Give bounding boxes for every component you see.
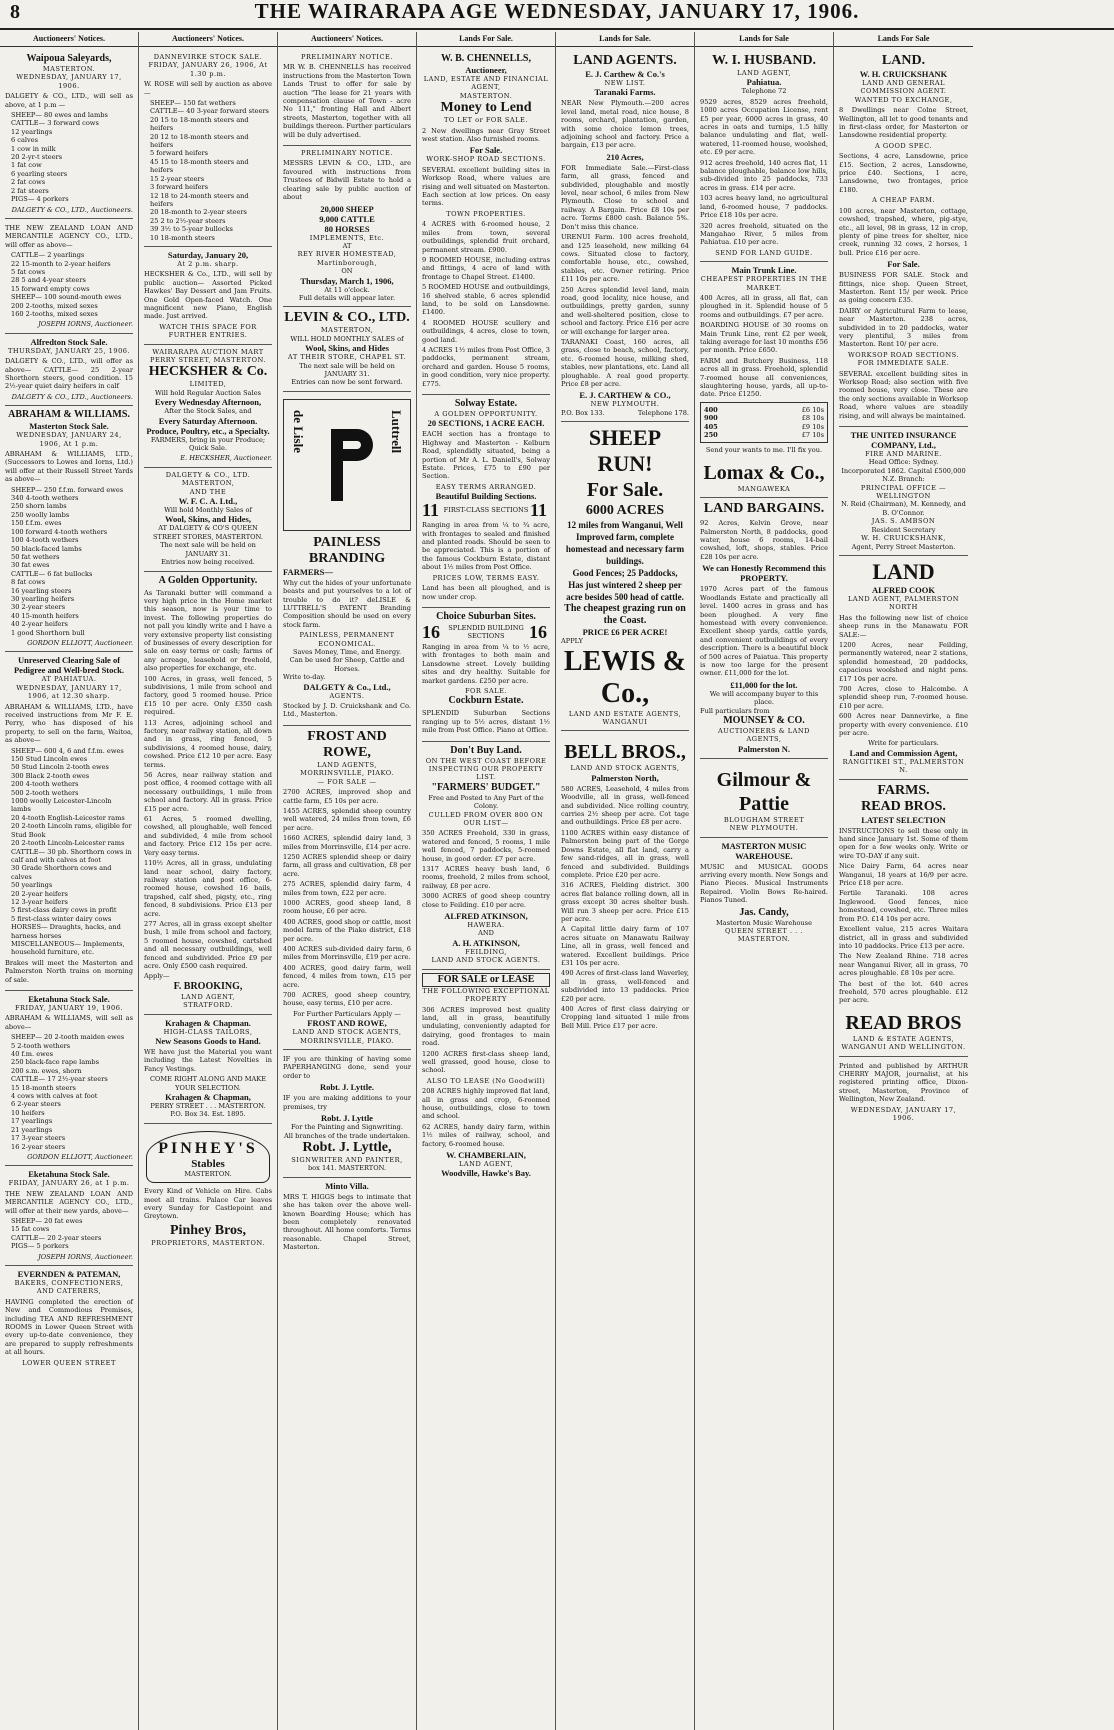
ad-dannevirke-stock-sale: DANNEVIRKE STOCK SALE. FRIDAY, JANUARY 26, 1906, At 1.30 p.m. W. ROSE will sell by auction as above— SHEEP— 150 fat wethers CATTLE— 40 3-year forward steers 20 15 to 18-month steers and heifers 20 12 to 18-month steers and heifers 5 forward heifers 45 15 to 18-month steers and heifers 15 2-year steers 3 forward heifers 12 18 to 24-month steers and heifers 20 18-month to 2-year steers 25 2 to 2½-year steers 39 3½ to 5-year bullocks 10 18-month steers bbox=[144, 50, 272, 247]
ad-minto-villa: Minto Villa. MRS T. HIGGS begs to intimate that she has taken over the above well-known Boarding House; which has been completely renovated throughout. All home comforts. Terms reasonable. Chapel Street, Masterton. bbox=[283, 1180, 411, 1252]
lomax-brand: Lomax & Co., bbox=[703, 461, 825, 484]
ad-bell-bros: BELL BROS., LAND AND STOCK AGENTS, Palmerston North, 580 ACRES, Leasehold, 4 miles from Woodville, all in grass, well-fenced and subdivided. Nice rolling country, carries 2½ sheep per acre. Cot tage and outbuildings. Price £8 per acre. 1100 ACRES within easy distance of Palmerston being part of the Gorge Downs Estate, all flat land, carry a few sand-ridges, all in grass, well fenced and subdivided. Buildings complete. Price £20 per acre. 316 ACRES, Fielding district. 300 acres flat balance rolling down, all in grass except 30 acres shelter bush. Will run 3 sheep per acre. Price £15 per acre. A Capital little dairy farm of 107 acres situate on Manawatu Railway Line, all in grass, well fenced and watered. Excellent buildings. Price £31 10s per acre. 490 Acres of first-class land Waverley, all in grass, well-fenced and subdivided into 13 paddocks. Price £20 per acre. 400 Acres of first class dairying or Cropping land situated 1 mile from Bell Mill. Price £17 per acre. bbox=[561, 741, 689, 1030]
ad-alfredton-stock-sale: Alfredton Stock Sale. THURSDAY, JANUARY 25, 1906. DALGETY & CO., LTD., will offer as above— CATTLE— 25 2-year Shorthorn steers, good condition. 15 2½-year quiet dairy heifers in calf DALGETY & CO., LTD., Auctioneers. bbox=[5, 334, 133, 406]
hecksher-brand: HECKSHER & Co. bbox=[148, 364, 268, 380]
column-header: Auctioneers' Notices. bbox=[0, 32, 138, 47]
ad-nz-loan-mercantile: THE NEW ZEALAND LOAN AND MERCANTILE AGENCY CO., LTD., will offer as above— CATTLE— 2 yearlings 22 15-month to 2-year heifers 5 fat cows 28 5 and 4-year steers 15 forward empty cows SHEEP— 100 sound-mouth ewes 200 2-tooths, mixed sexes 160 2-tooths, mixed sexes JOSEPH IORNS, Auctioneer. bbox=[5, 219, 133, 334]
ad-levin-co: LEVIN & CO., LTD. MASTERTON, WILL HOLD MONTHLY SALES of Wool, Skins, and Hides AT THEIR STORE, CHAPEL ST. The next sale will be held on JANUARY 31. Entries can now be sent forward. bbox=[283, 307, 411, 391]
column-7 bbox=[834, 32, 973, 1730]
ad-saturday-sale: Saturday, January 20, At 2 p.m. sharp. HECKSHER & Co., LTD., will sell by public auction— Assorted Picked Hawkes' Bay Dessert and Jam Fruits. One Gold Open-faced Watch. One magnificent new Piano, English made. Just arrived. WATCH THIS SPACE FOR FURTHER ENTRIES. bbox=[144, 247, 272, 345]
ad-title: Waipoua Saleyards, bbox=[26, 53, 112, 64]
column-1 bbox=[0, 32, 139, 1730]
branding-mark-icon bbox=[317, 425, 377, 505]
column-header: Lands For Sale. bbox=[417, 32, 555, 47]
masthead bbox=[0, 0, 1114, 30]
sheep-run-title: SHEEP RUN! bbox=[588, 425, 662, 477]
ad-main-trunk-line: Main Trunk Line. CHEAPEST PROPERTIES IN THE MARKET. 400 Acres, all in grass, all flat, can ploughed in it. Splendid house of 5 rooms and outbuildings. £7 per acre. BOARDING HOUSE of 30 rooms on Main Trunk Line, rent £2 per week, taking average for last 10 months £56 per month. Price £650. FARM and Butchery Business, 118 acres all in grass. Freehold, splendid 7-roomed house all conveniences, slaughtering house, yards, all up-to-date. Price £1250. 400 £6 10s 900 £8 10s 405 £9 10s 250 £7 10s Send your wants to me. I'll fix you. Lomax & Co., MANGAWEKA bbox=[700, 262, 828, 498]
ad-wairarapa-auction-mart: WAIRARAPA AUCTION MART PERRY STREET, MASTERTON. HECKSHER & Co. LIMITED, Will hold Regular Auction Sales Every Wednesday Afternoon, After the Stock Sales, and Every Saturday Afternoon. Produce, Poultry, etc., a Specialty. FARMERS, bring in your Produce; Quick Sale. E. HECKSHER, Auctioneer. bbox=[144, 345, 272, 468]
column-header: Lands for Sale bbox=[695, 32, 833, 47]
column-6 bbox=[695, 32, 834, 1730]
ad-gilmour-pattie: Gilmour & Pattie BLOUGHAM STREET NEW PLYMOUTH. bbox=[700, 759, 828, 838]
column-header: Auctioneers' Notices. bbox=[278, 32, 416, 47]
lewis-co-brand: LEWIS & Co., bbox=[563, 645, 687, 709]
ad-golden-opportunity: A Golden Opportunity. As Taranaki butter will command a very high price in the Home market this season, now is your time to invest. The following properties do not pall you kindly write and I have a very extensive property list consisting of businesses of every description for sale on easy terms or cash; farms of any acreage, leasehold or freehold, also properties for exchange, etc. 100 Acres, in grass, well fenced, 5 subdivisions, 1 mile from school and factory, good 5 roomed house. Price £15 10 per acre. Only £350 cash required. 113 Acres, adjoining school and factory, near railway station, all down and in grass, ring fenced, 5 subdivisions, 4 roomed house, dairy, cowshed. Price £12 10 per acre. Easy terms. 56 Acres, near railway station and post office, 4 roomed cottage with all necessary outbuildings, 1 mile from school and factory. All in grass. Price £15 per acre. 61 Acres, 5 roomed dwelling, cowshed, all ploughable, well fenced and subdivided, 4 mile from school and factory. Price £12 15s per acre. Very easy terms. 110½ Acres, all in grass, undulating land near school, dairy factory, railway station and post office, 6-roomed house, cowshed 16 bails, trapshed, calf shed, pigsty, etc., ring fenced, 8 subdivisions. Price £13 per acre. 277 Acres, all in grass except shelter bush, 1 mile from school and factory, 5 roomed house, cowshed, cartshed and all necessary outbuildings, well fenced and subdivided. Price £9 per acre. Only £500 cash required. Apply— F. BROOKING, LAND AGENT, STRATFORD. bbox=[144, 572, 272, 1015]
ad-for-sale-or-lease: FOR SALE or LEASE THE FOLLOWING EXCEPTIONAL PROPERTY 306 ACRES improved best quality land, all in grass, beautifully undulating, conveniently adapted for dairying, good frontages to main road. 1200 ACRES first-class sheep land, well grassed, good house, close to school. ALSO TO LEASE (No Goodwill) 208 ACRES highly improved flat land, all in grass and crop, 6-roomed house, outbuildings, close to town and school. 62 ACRES, handy dairy farm, within 1½ miles of railway, school, and factory, 6-roomed house. W. CHAMBERLAIN, LAND AGENT, Woodville, Hawke's Bay. bbox=[422, 973, 550, 1179]
ad-dalgety-wool-sales: DALGETY & CO., LTD. MASTERTON, AND THE W. F. C. A. Ltd., Will hold Monthly Sales of Wool, Skins, and Hides, AT DALGETY & CO'S QUEEN STREET STORES, MASTERTON. The next sale will be held on JANUARY 31. Entries now being received. bbox=[144, 468, 272, 572]
ad-evernden-pateman: EVERNDEN & PATEMAN, BAKERS, CONFECTIONERS, AND CATERERS, HAVING completed the erection of New and Commodious Premises, including TEA AND REFRESHMENT ROOMS in Lower Queen Street with every up-to-date convenience, they are prepared to supply refreshments at all hours. LOWER QUEEN STREET bbox=[5, 1268, 133, 1367]
ad-land-bargains: LAND BARGAINS. 92 Acres, Kelvin Grove, near Palmerston North, 8 paddocks, good water, house 6 rooms, 14-bail cowshed, loft, shops, stables. Price £28 10s per acre. We can Honestly Recommend this PROPERTY. 1970 Acres part of the famous Woodlands Estate and practically all level. 1400 acres in grass and has been ploughed. A very fine homestead with every convenience. Excellent sheep yards, cattle yards, and convenient outbuildings of every description. There is a beautiful block of 500 acres of Paiatua. This property is now too large for the present owner. £11,000 for the lot. £11,000 for the lot. We will accompany buyer to this place. Full particulars from MOUNSEY & CO. AUCTIONEERS & LAND AGENTS, Palmerston N. bbox=[700, 498, 828, 759]
branding-logo: de Lisle Luttrell bbox=[283, 399, 411, 531]
ad-abraham-williams-masterton: ABRAHAM & WILLIAMS. Masterton Stock Sale. WEDNESDAY, JANUARY 24, 1906, At 1 p.m. ABRAHAM & WILLIAMS, LTD., (Successors to Lowes and Iorns, Ltd.) will offer at their Russell Street Yards as above— SHEEP— 250 f.f.m. forward ewes 340 4-tooth wethers 250 shorn lambs 250 woolly lambs 150 f.f.m. ewes 100 forward 4-tooth wethers 100 4-tooth wethers 50 black-faced lambs 50 fat wethers 30 fat ewes CATTLE— 6 fat bullocks 8 fat cows 16 yearling steers 30 yearling heifers 30 2-year steers 40 15-month heifers 40 2-year heifers 1 good Shorthorn bull GORDON ELLIOTT, Auctioneer. bbox=[5, 406, 133, 652]
ad-solway-estate: Solway Estate. A GOLDEN OPPORTUNITY. 20 SECTIONS, 1 ACRE EACH. EACH section has a frontage to Highway and Masterton - Kelburn Road, splendidly situated, being a portion of Mr A. L. Daniell's, Solway Estate. Prices, £75 to £90 per Section. EASY TERMS ARRANGED. Beautiful Building Sections. 11 FIRST-CLASS SECTIONS 11 Ranging in area from ¼ to ¾ acre, with frontages to sealed and finished and planted roads. Should be seen to be appreciated. This is a portion of the famous Cockburn Estate, distant about 1½ miles from Post Office. PRICES LOW, TERMS EASY. Land has been all ploughed, and is now under crop. bbox=[422, 395, 550, 608]
pinhey-stables-logo: PINHEY'S Stables MASTERTON. bbox=[146, 1131, 270, 1183]
page-number: 8 bbox=[10, 1, 20, 23]
ad-robt-lyttle: IF you are thinking of having some PAPERHANGING done, send your order to Robt. J. Lyttle. IF you are making additions to your premises, try Robt. J. Lyttle For the Painting and Signwriting. All branches of the trade undertaken. Robt. J. Lyttle, SIGNWRITER AND PAINTER, box 141. MASTERTON. bbox=[283, 1050, 411, 1178]
ad-waipoua-saleyards: Waipoua Saleyards, MASTERTON. WEDNESDAY, JANUARY 17, 1906. DALGETY & CO., LTD., will sell as above, at 1 p.m — SHEEP— 80 ewes and lambs CATTLE— 3 forward cows 12 yearlings 6 calves 1 cow in milk 20 2-yr-t steers 1 fat cow 6 yearling steers 2 fat cows 2 fat steers PIGS— 4 porkers DALGETY & CO., LTD., Auctioneers. bbox=[5, 50, 133, 219]
ad-dont-buy-land: Don't Buy Land. ON THE WEST COAST BEFORE INSPECTING OUR PROPERTY LIST. "FARMERS' BUDGET." Free and Posted to Any Part of the Colony. CULLED FROM OVER 800 ON OUR LIST— 350 ACRES Freehold, 330 in grass, watered and fenced, 5 rooms, 1 mile well fenced, 7 paddocks, 5-roomed house, in good order. £7 per acre. 1317 ACRES heavy bush land, 6 rooms, freehold, 2 miles from school, railway, £8 per acre. 3000 ACRES of good sheep country close to Feilding. £10 per acre. ALFRED ATKINSON, HAWERA. AND A. H. ATKINSON, FEILDING, LAND AND STOCK AGENTS. bbox=[422, 742, 550, 970]
ad-carthew-land-agents: LAND AGENTS. E. J. Carthew & Co.'s NEW LIST. Taranaki Farms. NEAR New Plymouth.—200 acres level land, metal road, nice house, 8 rooms, orchard, plantation, garden, with some choice lemon trees, adjoining school and factory. Price a bargain, £13 per acre. 210 Acres, FOR Immediate Sale.—First-class farm, all grass, fenced and subdivided, ploughable and mostly level, near school, 6 miles from New Plymouth. Close to school and railway. A Bargain. Price £8 10s per acre. Terms £800 cash. Balance 5%. Don't miss this chance. URENUI Farm. 100 acres freehold, and 125 leasehold, new milking 64 cows. Situated close to factory, comfortable house, etc., cowshed, stables, etc. Owner retiring. Price £11 10s per acre. 250 Acres splendid level land, main road, good locality, nice house, and outbuildings, pretty garden, sunny and well-sheltered position, close to school and factory. Price £16 per acre or will exchange for larger area. TARANAKI Coast, 160 acres, all grass, close to beach, school, factory, etc. 6-roomed house, milking shed, stables, new plantations, etc. Land all ploughable. A real good property. Price £8 per acre. E. J. CARTHEW & CO., NEW PLYMOUTH. P.O. Box 133. Telephone 178. bbox=[561, 50, 689, 422]
imprint: Printed and published by ARTHUR CHERRY MAJOR, journalist, at his registered printing office, Dixon-street, Masterton, Province of Wellington, New Zealand. WEDNESDAY, JANUARY 17, 1906. bbox=[839, 1061, 968, 1122]
ad-krahagen-chapman: Krahagen & Chapman. HIGH-CLASS TAILORS, New Seasons Goods to Hand. WE have just the Material you want including the Latest Novelties in Fancy Vestings. COME RIGHT ALONG AND MAKE YOUR SELECTION. Krahagen & Chapman, PERRY STREET . . . MASTERTON. P.O. Box 34. Est. 1895. bbox=[144, 1015, 272, 1124]
price-list: 400 £6 10s 900 £8 10s 405 £9 10s 250 £7 10s bbox=[700, 402, 828, 444]
ad-frost-rowe: FROST AND ROWE, LAND AGENTS, MORRINSVILLE, PIAKO. — FOR SALE — 2700 ACRES, improved shop and cattle farm, £5 10s per acre. 1455 ACRES, splendid sheep country well watered, 24 miles from town, £6 per acre. 1660 ACRES, splendid dairy land, 3 miles from Morrinsville, £14 per acre. 1250 ACRES splendid sheep or dairy farm, all grass and cultivation, £8 per acre. 275 ACRES, splendid dairy farm, 4 miles from town, £22 per acre. 1000 ACRES, good sheep land, 8 room house, £6 per acre. 400 ACRES, good shop or cattle, most model farm of the Piako district, £18 per acre. 400 ACRES sub-divided dairy farm, 6 miles from Morrinsville, £19 per acre. 400 ACRES, good dairy farm, well fenced, 4 miles from town, £15 per acre. 700 ACRES, good sheep country, house, easy terms, £10 per acre. For Further Particulars Apply — FROST AND ROWE, LAND AND STOCK AGENTS, MORRINSVILLE, PIAKO. bbox=[283, 726, 411, 1050]
ad-preliminary-notice-1: PRELIMINARY NOTICE. MR W. B. CHENNELLS has received instructions from the Masterton Town Lands Trust to offer for sale by auction "The lease for 21 years with compensation clause of Town - acre No 111," fronting Hall and Albert streets, Masterton, together with all buildings thereon. Further particulars will be duly advertised. bbox=[283, 50, 411, 146]
column-2 bbox=[139, 32, 278, 1730]
ad-sheep-run: SHEEP RUN! For Sale. 6000 ACRES 12 miles from Wanganui, Well Improved farm, complete homestead and necessary farm buildings. Good Fences; 25 Paddocks, Has just wintered 2 sheep per acre besides 500 head of cattle. The cheapest grazing run on the Coast. PRICE £6 PER ACRE! APPLY LEWIS & Co., LAND AND ESTATE AGENTS, WANGANUI bbox=[561, 422, 689, 731]
ad-eketahuna-stock-sale-2: Eketahuna Stock Sale. FRIDAY, JANUARY 26, at 1 p.m. THE NEW ZEALAND LOAN AND MERCANTILE AGENCY CO., LTD., will offer at their new yards, above— SHEEP— 20 fat ewes 15 fat cows CATTLE— 20 2-year steers PIGS— 5 porkers JOSEPH IORNS, Auctioneer. bbox=[5, 1166, 133, 1266]
column-4 bbox=[417, 32, 556, 1730]
ad-united-insurance: THE UNITED INSURANCE COMPANY, Ltd., FIRE AND MARINE. Head Office: Sydney. Incorporated 1862. Capital £500,000 N.Z. Branch: PRINCIPAL OFFICE — WELLINGTON N. Reid (Chairman), M. Kennedy, and B. O'Connor. JAS. S. AMBSON Resident Secretary W. H. CRUICKSHANK, Agent, Perry Street Masterton. bbox=[839, 427, 968, 556]
column-header: Auctioneers' Notices. bbox=[139, 32, 277, 47]
ad-music-warehouse: MASTERTON MUSIC WAREHOUSE. MUSIC and MUSICAL GOODS arriving every month. New Songs and Piano Pieces. Musical Instruments Repaired. Violin Bows Re-haired. Pianos Tuned. Jas. Candy, Masterton Music Warehouse QUEEN STREET . . . MASTERTON. bbox=[700, 840, 828, 944]
ad-pinhey-stables: PINHEY'S Stables MASTERTON. Every Kind of Vehicle on Hire. Cabs meet all trains. Palace Car leaves every Sunday for Castlepoint and Greytown. Pinhey Bros, PROPRIETORS, MASTERTON. bbox=[144, 1124, 272, 1251]
ad-choice-suburban-sites: Choice Suburban Sites. 16 SPLENDID BUILDING SECTIONS 16 Ranging in area from ¼ to ½ acre, with frontages to both main and Lansdowne street. Lovely building sites and dry healthy. Suitable for market gardens. £250 per acre. FOR SALE. Cockburn Estate. SPLENDID Suburban Sections ranging up to 5½ acres, distant 1½ mile from Post Office. Piano at Office. bbox=[422, 608, 550, 742]
ad-preliminary-notice-2: PRELIMINARY NOTICE. MESSRS LEVIN & CO., LTD., are favoured with instructions from Trustees of Bidwill Estate to hold a clearing sale by public auction of about 20,000 SHEEP 9,000 CATTLE 80 HORSES IMPLEMENTS, Etc. AT REY RIVER HOMESTEAD, Martinborough, ON Thursday, March 1, 1906, At 11 o'clock. Full details will appear later. bbox=[283, 146, 411, 307]
columns bbox=[0, 32, 1114, 1730]
ad-painless-branding: de Lisle Luttrell PAINLESS BRANDING FARMERS— Why cut the hides of your unfortunate beasts and put yourselves to a lot of trouble to do it? deLISLE & LUTTRELL'S PATENT Branding Composition should be used on every stock farm. PAINLESS, PERMANENT ECONOMICAL. Saves Money, Time, and Energy. Can be used for Sheep, Cattle and Horses. Write to-day. DALGETY & Co., Ltd., AGENTS. Stocked by J. D. Cruickshank and Co. Ltd., Masterton. bbox=[283, 392, 411, 726]
masthead-title: THE WAIRARAPA AGE WEDNESDAY, JANUARY 17, 1906. bbox=[254, 0, 860, 23]
column-header: Lands For Sale bbox=[834, 32, 973, 47]
ad-eketahuna-stock-sale-1: Eketahuna Stock Sale. FRIDAY, JANUARY 19, 1906. ABRAHAM & WILLIAMS, will sell as above— SHEEP— 20 2-tooth maiden ewes 5 2-tooth wethers 40 f.m. ewes 250 black-face rape lambs 200 s.m. ewes, shorn CATTLE— 17 2½-year steers 15 18-month steers 4 cows with calves at foot 6 2-year steers 10 heifers 17 yearlings 21 yearlings 17 3-year steers 16 2-year steers GORDON ELLIOTT, Auctioneer. bbox=[5, 991, 133, 1166]
column-5 bbox=[556, 32, 695, 1730]
ad-read-bros: FARMS. READ BROS. LATEST SELECTION INSTRUCTIONS to sell these only in hand since January 1st. Some of them open for a few weeks only. Write or wire TO-DAY if any suit. Nice Dairy Farm, 64 acres near Wanganui, 18 years at 16/9 per acre. Price £18 per acre. Fertile Taranaki. 108 acres Inglewood. Good fences, nice homestead, cowshed, etc. Three miles from P.O. £14 10s per acre. Excellent value, 215 acres Waitara district, all in grass and subdivided into 10 paddocks. Price £13 per acre. The New Zealand Rhine. 718 acres near Wanganui River, all in grass, 70 acres ploughable. £8 10s per acre. The best of the lot. 640 acres freehold, 570 acres ploughable. £12 per acre. READ BROS LAND & ESTATE AGENTS, WANGANUI AND WELLINGTON. bbox=[839, 780, 968, 1057]
ad-chennells: W. B. CHENNELLS, Auctioneer, LAND, ESTATE AND FINANCIAL AGENT, MASTERTON. Money to Lend TO LET or FOR SALE. 2 New dwellings near Gray Street west station. Also furnished rooms. For Sale. WORK-SHOP ROAD SECTIONS. SEVERAL excellent building sites in Worksop Road, where values are rising and well situated on Masterton. Each section at low prices. On easy terms. TOWN PROPERTIES. 4 ACRES with 6-roomed house, 2 miles from town, several outbuildings, splendid fruit orchard, permanent stream. £900. 9 ROOMED HOUSE, including extras and fittings, 4 acre of land with frontage to Chapel Street. £1400. 5 ROOMED HOUSE and outbuildings, 16 shelved stable, 6 acres splendid land, to be sold on Lansdowne. £1400. 4 ROOMED HOUSE scullery and outbuildings, 4 acres, close to town, good land. 4 ACRES 1½ miles from Post Office, 3 paddocks, permanent stream, orchard and garden. House 5 rooms, in good condition, very nice property. £775. bbox=[422, 50, 550, 395]
ad-alfred-cook: LAND ALFRED COOK LAND AGENT, PALMERSTON NORTH Has the following new list of choice sheep runs in the Manawatu FOR SALE:— 1200 Acres, near Feilding, permanently watered, near 2 stations, splendid homestead, 20 paddocks, capacious woolshed and night pens. £17 10s per acre. 700 Acres, close to Halcombe. A splendid sheep run, 7-roomed house. £10 per acre. 600 Acres near Dannevirke, a fine property with every convenience. £10 per acre. Write for particulars. Land and Commission Agent, RANGITIKEI ST., PALMERSTON N. bbox=[839, 556, 968, 780]
ad-husband-land-agent: W. I. HUSBAND. LAND AGENT, Pahiatua. Telephone 72 9529 acres, 8529 acres freehold, 1000 acres Occupation License, rent £5 per year, 6000 acres in grass, 40 acres in oats and turnips, 1.5 hilly balance undulating and flat, well-watered, 11-roomed house, woolshed, etc. £9 per acre. 912 acres freehold, 140 acres flat, 11 balance ploughable, balance low hills, sub-divided into 25 paddocks, 733 acres in grass. £14 per acre. 103 acres heavy land, no agricultural land, 6-roomed house, 7 paddocks. Price £18 10s per acre. 320 acres freehold, situated on the Mangahao River, 5 miles from Pahiatua. £10 per acre. SEND FOR LAND GUIDE. bbox=[700, 50, 828, 262]
column-3 bbox=[278, 32, 417, 1730]
ad-cruickshank-land: LAND. W. H. CRUICKSHANK LAND AND GENERAL COMMISSION AGENT. WANTED TO EXCHANGE, 8 Dwellings near Colne Street, Wellington, all let to good tenants and in first-class order, for Masterton or Lansdowne residential property. A GOOD SPEC. Sections, 4 acre, Lansdowne, price £15. Section, 2 acres, Lansdowne, price £40. Sections, 1 acre, Lansdowne, two frontages, price £180. A CHEAP FARM. 100 acres, near Masterton, cottage, cowshed, trapshed, where, pig-stye, etc., all level, 98 in grass, 12 in crop, plenty of pine trees for shelter, nice creek, running 32 cows, 2 horses, 1 bull. Price £16 per acre. For Sale. BUSINESS FOR SALE. Stock and fittings, nice shop. Queen Street, Masterton. Rent 15/ per week. Price as going concern £35. DAIRY or Agricultural Farm to lease, near Masterton. 238 acres, subdivided in to 20 paddocks, water very plentiful, 3 miles from Masterton. Rent 10/ per acre. WORKSOP ROAD SECTIONS. FOR IMMEDIATE SALE. SEVERAL excellent building sites in Worksop Road; also section with five roomed house, very close. These are the only sections available in Worksop Road, where values are steadily rising, and will always be maintained. bbox=[839, 50, 968, 427]
ad-clearing-sale-pahiatua: Unreserved Clearing Sale of Pedigree and Well-bred Stock. AT PAHIATUA. WEDNESDAY, JANUARY 17, 1906, at 12.30 sharp. ABRAHAM & WILLIAMS, LTD., have received instructions from Mr F. E. Perry, who has disposed of his property, to sell on the farm, Waitoa, as above— SHEEP— 600 4, 6 and f.f.m. ewes 150 Stud Lincoln ewes 50 Stud Lincoln 2-tooth ewes 300 Black 2-tooth ewes 200 4-tooth wethers 500 2-tooth wethers 1000 woolly Leicester-Lincoln lambs 20 4-tooth English-Leicester rams 20 2-tooth Lincoln rams, eligible for Stud Book 20 2-tooth Lincoln-Leicester rams CATTLE— 30 pb. Shorthorn cows in calf and with calves at foot 30 Grade Shorthorn cows and calves 50 yearlings 20 2-year heifers 12 3-year heifers 5 first-class dairy cows in profit 5 first-class winter dairy cows HORSES— Draughts, hacks, and harness horses MISCELLANEOUS— Implements, household furniture, etc. Brakes will meet the Masterton and Palmerston North trains on morning of sale. bbox=[5, 652, 133, 991]
column-header: Lands for Sale. bbox=[556, 32, 694, 47]
